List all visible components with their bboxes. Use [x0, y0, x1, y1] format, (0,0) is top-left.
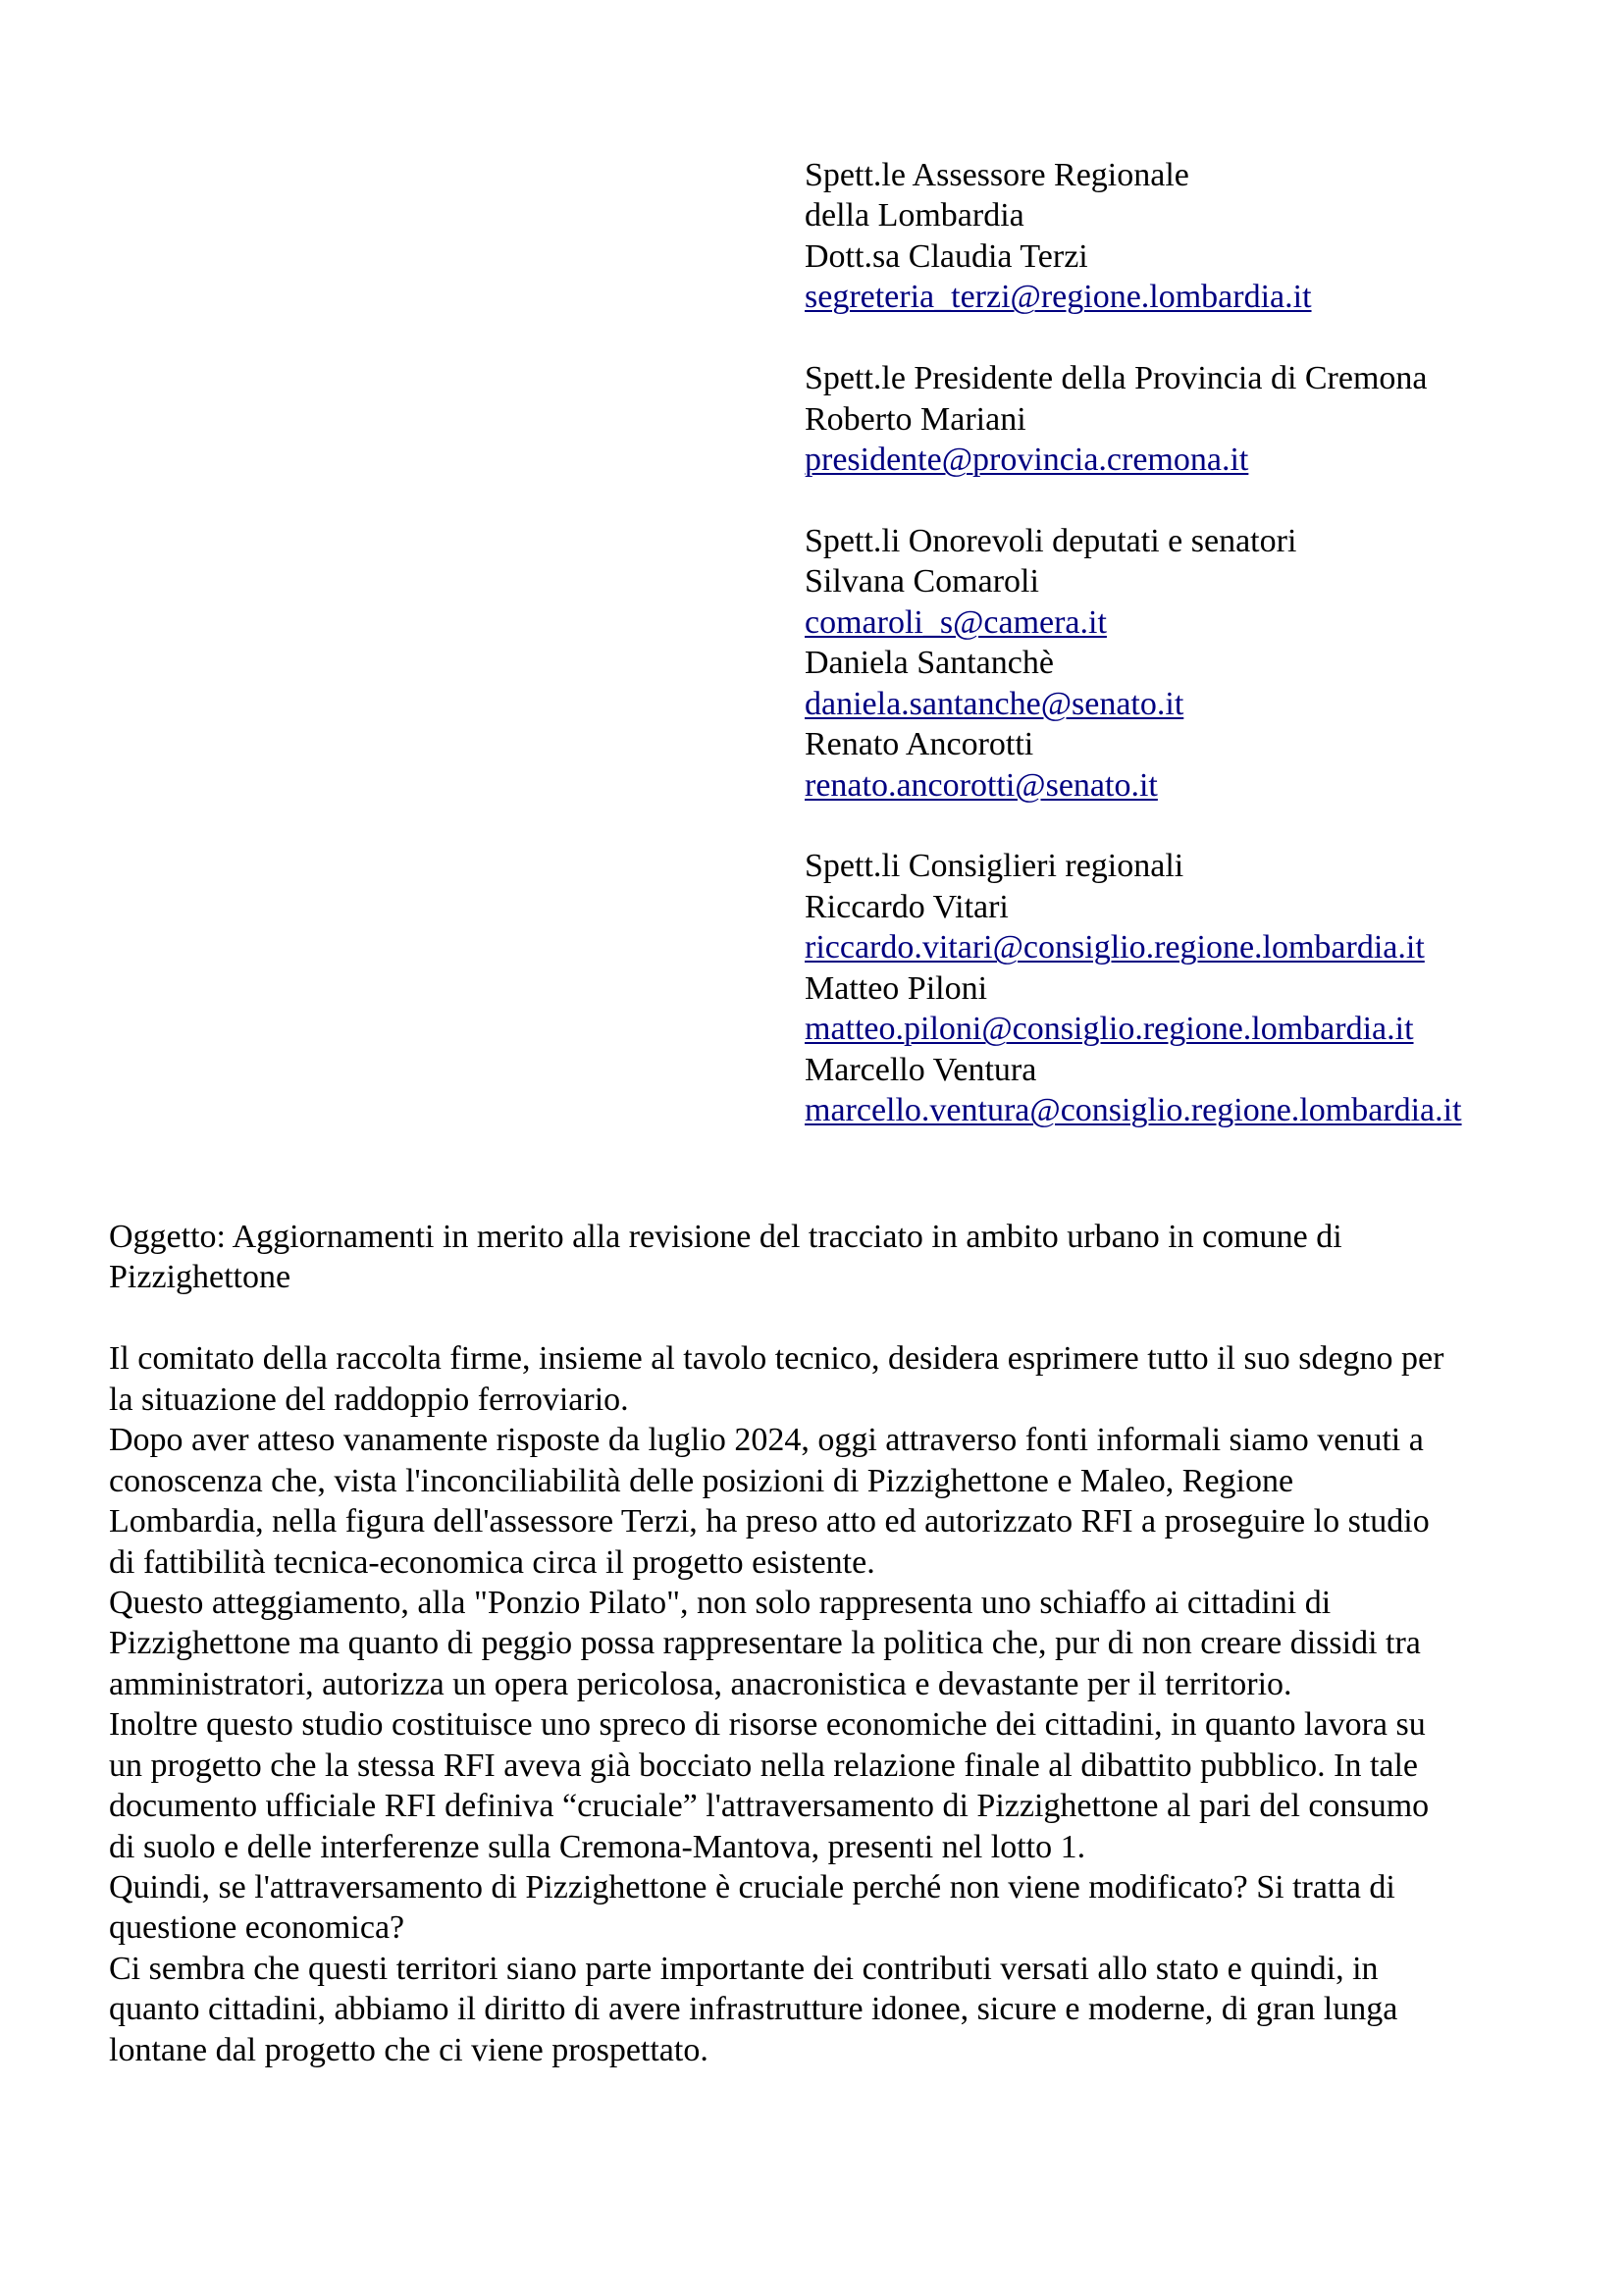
recipient-heading: Spett.li Consiglieri regionali: [805, 848, 1184, 885]
spacer: [805, 806, 1590, 846]
body-line: questione economica?: [109, 1909, 405, 1947]
body-line: Dopo aver atteso vanamente risposte da luglio 2024, oggi attraverso fonti informali siamo venuti a: [109, 1422, 1424, 1459]
recipient-name: Riccardo Vitari: [805, 888, 1009, 925]
body-line: Il comitato della raccolta firme, insieme al tavolo tecnico, desidera esprimere tutto il suo sdegno per: [109, 1340, 1444, 1378]
body-line: Quindi, se l'attraversamento di Pizzighettone è cruciale perché non viene modificato? Si tratta di: [109, 1869, 1395, 1905]
recipient-email-link[interactable]: daniela.santanche@senato.it: [805, 685, 1184, 722]
recipients-block: [805, 155, 1590, 1131]
body-line: quanto cittadini, abbiamo il diritto di avere infrastrutture idonee, sicure e moderne, di gran lunga: [109, 1991, 1398, 2028]
body-line: amministratori, autorizza un opera pericolosa, anacronistica e devastante per il territorio.: [109, 1665, 1292, 1702]
recipient-name: Marcello Ventura: [805, 1051, 1037, 1088]
body-text: [109, 1338, 1542, 2070]
spacer: [805, 318, 1590, 358]
body-line: Ci sembra che questi territori siano parte importante dei contributi versati allo stato e quindi, in: [109, 1950, 1379, 1987]
body-line: la situazione del raddoppio ferroviario.: [109, 1381, 629, 1418]
recipient-name: Roberto Mariani: [805, 400, 1026, 438]
recipient-heading: della Lombardia: [805, 197, 1024, 235]
recipient-heading: Spett.le Assessore Regionale: [805, 157, 1189, 193]
body-line: lontane dal progetto che ci viene prospettato.: [109, 2031, 708, 2068]
recipient-heading: Spett.li Onorevoli deputati e senatori: [805, 522, 1297, 559]
recipient-heading: Spett.le Presidente della Provincia di Cremona: [805, 360, 1428, 397]
recipient-name: Matteo Piloni: [805, 969, 988, 1007]
spacer: [805, 481, 1590, 521]
recipient-name: Renato Ancorotti: [805, 726, 1034, 763]
body-line: documento ufficiale RFI definiva “cruciale” l'attraversamento di Pizzighettone al pari del consumo: [109, 1788, 1430, 1825]
subject-text: Oggetto: Aggiornamenti in merito alla revisione del tracciato in ambito urbano in comune di: [109, 1219, 1342, 1255]
body-line: Questo atteggiamento, alla "Ponzio Pilato", non solo rappresenta uno schiaffo ai cittadini di: [109, 1584, 1332, 1621]
recipient-name: Daniela Santanchè: [805, 645, 1054, 682]
body-line: Inoltre questo studio costituisce uno spreco di risorse economiche dei cittadini, in quanto lavora su: [109, 1706, 1426, 1744]
subject-text: Pizzighettone: [109, 1259, 291, 1296]
recipient-email-link[interactable]: matteo.piloni@consiglio.regione.lombardia.it: [805, 1011, 1414, 1048]
body-line: di fattibilità tecnica-economica circa il progetto esistente.: [109, 1543, 875, 1581]
recipient-email-link[interactable]: comaroli_s@camera.it: [805, 603, 1107, 641]
recipient-email-link[interactable]: riccardo.vitari@consiglio.regione.lombardia.it: [805, 929, 1425, 966]
recipient-email-link[interactable]: renato.ancorotti@senato.it: [805, 766, 1158, 804]
subject-line: [109, 1217, 1542, 1298]
recipient-email-link[interactable]: segreteria_terzi@regione.lombardia.it: [805, 279, 1312, 316]
spacer: [109, 1298, 1542, 1338]
body-line: Lombardia, nella figura dell'assessore Terzi, ha preso atto ed autorizzato RFI a proseguire lo studio: [109, 1503, 1430, 1540]
recipient-email-link[interactable]: presidente@provincia.cremona.it: [805, 442, 1249, 479]
letter-body: [109, 1217, 1542, 2070]
recipient-name: Dott.sa Claudia Terzi: [805, 237, 1088, 275]
body-line: un progetto che la stessa RFI aveva già bocciato nella relazione finale al dibattito pubblico. In tale: [109, 1747, 1419, 1784]
body-line: conoscenza che, vista l'inconciliabilità delle posizioni di Pizzighettone e Maleo, Regione: [109, 1462, 1294, 1499]
recipient-email-link[interactable]: marcello.ventura@consiglio.regione.lombardia.it: [805, 1092, 1462, 1129]
body-line: Pizzighettone ma quanto di peggio possa rappresentare la politica che, pur di non creare dissidi tra: [109, 1625, 1421, 1662]
recipient-name: Silvana Comaroli: [805, 563, 1039, 600]
body-line: di suolo e delle interferenze sulla Cremona-Mantova, presenti nel lotto 1.: [109, 1828, 1086, 1865]
